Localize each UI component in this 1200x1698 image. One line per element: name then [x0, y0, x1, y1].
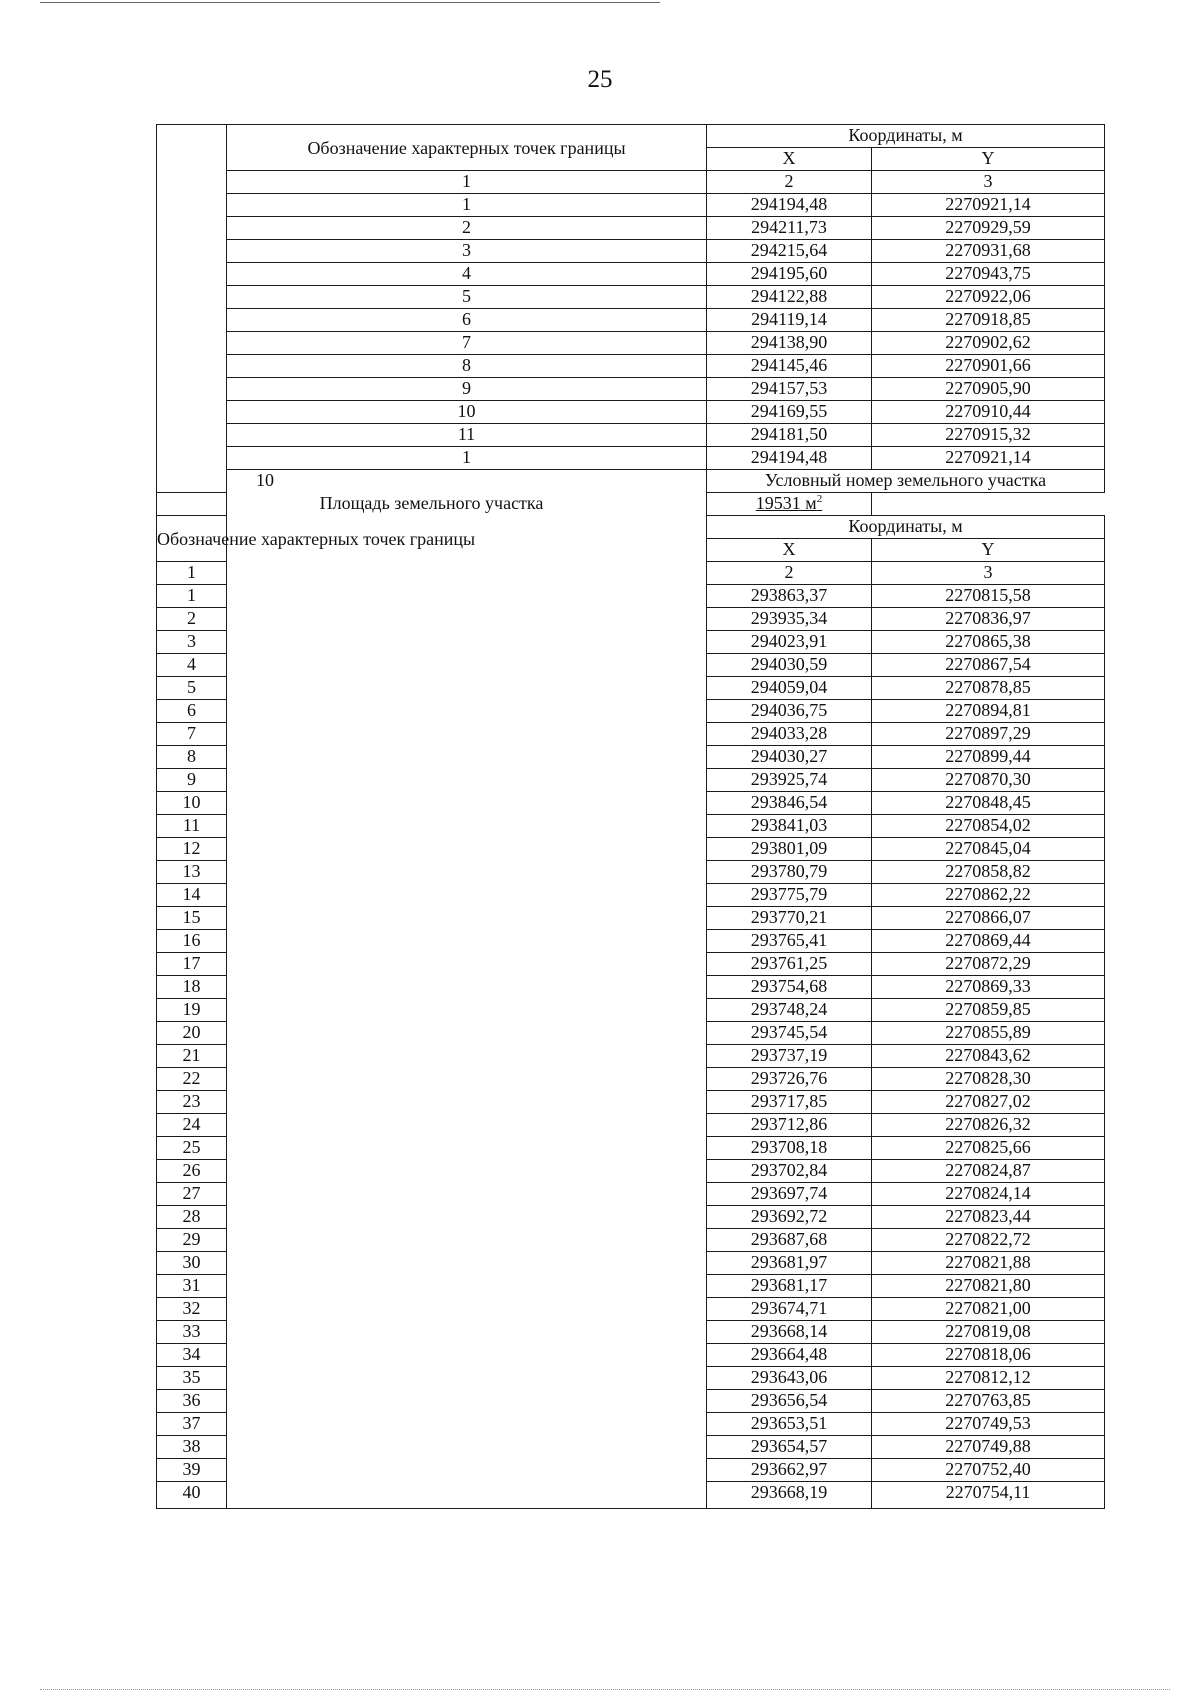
x-value: 293745,54	[707, 1022, 872, 1045]
table-row	[157, 378, 1105, 401]
x-value: 294119,14	[707, 309, 872, 332]
point-number: 19	[157, 999, 227, 1022]
x-value: 293761,25	[707, 953, 872, 976]
y-value: 2270749,53	[872, 1413, 1105, 1436]
point-number: 6	[227, 309, 707, 332]
point-number: 35	[157, 1367, 227, 1390]
y-value: 2270819,08	[872, 1321, 1105, 1344]
table-row	[157, 194, 1105, 217]
point-number: 4	[157, 654, 227, 677]
y-header: Y	[872, 148, 1105, 171]
y-value: 2270929,59	[872, 217, 1105, 240]
x-value: 294194,48	[707, 194, 872, 217]
column-number: 1	[227, 171, 707, 194]
y-value: 2270862,22	[872, 884, 1105, 907]
x-value: 293765,41	[707, 930, 872, 953]
point-number: 11	[157, 815, 227, 838]
point-number: 2	[227, 217, 707, 240]
x-value: 293702,84	[707, 1160, 872, 1183]
point-number: 14	[157, 884, 227, 907]
y-value: 2270865,38	[872, 631, 1105, 654]
x-value: 293681,97	[707, 1252, 872, 1275]
x-header: X	[707, 539, 872, 562]
y-value: 2270897,29	[872, 723, 1105, 746]
x-value: 293692,72	[707, 1206, 872, 1229]
cadastral-label: Условный номер земельного участка	[707, 470, 1105, 493]
x-value: 294194,48	[707, 447, 872, 470]
x-value: 293717,85	[707, 1091, 872, 1114]
y-value: 2270922,06	[872, 286, 1105, 309]
x-value: 293654,57	[707, 1436, 872, 1459]
y-value: 2270899,44	[872, 746, 1105, 769]
point-number: 10	[157, 792, 227, 815]
point-number: 7	[227, 332, 707, 355]
point-number: 15	[157, 907, 227, 930]
y-value: 2270825,66	[872, 1137, 1105, 1160]
point-number: 33	[157, 1321, 227, 1344]
x-value: 293748,24	[707, 999, 872, 1022]
y-value: 2270859,85	[872, 999, 1105, 1022]
x-value: 294169,55	[707, 401, 872, 424]
x-value: 294030,59	[707, 654, 872, 677]
y-value: 2270818,06	[872, 1344, 1105, 1367]
x-value: 293662,97	[707, 1459, 872, 1482]
point-number: 4	[227, 263, 707, 286]
y-value: 2270821,00	[872, 1298, 1105, 1321]
y-value: 2270843,62	[872, 1045, 1105, 1068]
point-number: 16	[157, 930, 227, 953]
area-number: 19531 м	[755, 493, 817, 513]
point-number: 17	[157, 953, 227, 976]
x-value: 294211,73	[707, 217, 872, 240]
x-value: 293674,71	[707, 1298, 872, 1321]
point-number: 22	[157, 1068, 227, 1091]
x-value: 294036,75	[707, 700, 872, 723]
x-value: 293681,17	[707, 1275, 872, 1298]
point-number: 25	[157, 1137, 227, 1160]
x-value: 294138,90	[707, 332, 872, 355]
point-number: 31	[157, 1275, 227, 1298]
y-value: 2270827,02	[872, 1091, 1105, 1114]
column-number: 2	[707, 171, 872, 194]
point-number: 13	[157, 861, 227, 884]
x-value: 293846,54	[707, 792, 872, 815]
points-header: Обозначение характерных точек границы	[157, 516, 227, 562]
x-value: 293687,68	[707, 1229, 872, 1252]
point-number: 29	[157, 1229, 227, 1252]
point-number: 10	[227, 401, 707, 424]
x-value: 294145,46	[707, 355, 872, 378]
cadastral-row	[157, 470, 1105, 493]
point-number: 5	[227, 286, 707, 309]
table-row	[157, 309, 1105, 332]
point-number: 3	[227, 240, 707, 263]
point-number: 2	[157, 608, 227, 631]
page-number: 25	[587, 66, 613, 93]
y-value: 2270866,07	[872, 907, 1105, 930]
y-value: 2270943,75	[872, 263, 1105, 286]
point-number: 3	[157, 631, 227, 654]
top-rule	[40, 2, 660, 3]
y-value: 2270915,32	[872, 424, 1105, 447]
y-value: 2270812,12	[872, 1367, 1105, 1390]
point-number: 28	[157, 1206, 227, 1229]
point-number: 1	[227, 447, 707, 470]
x-value: 293863,37	[707, 585, 872, 608]
point-number: 36	[157, 1390, 227, 1413]
y-value: 2270910,44	[872, 401, 1105, 424]
point-number: 5	[157, 677, 227, 700]
y-value: 2270754,11	[872, 1482, 1105, 1509]
y-value: 2270869,33	[872, 976, 1105, 999]
section-number-cell: 10	[227, 470, 707, 1509]
column-number: 3	[872, 562, 1105, 585]
table-row	[157, 263, 1105, 286]
table-row	[157, 447, 1105, 470]
point-number: 23	[157, 1091, 227, 1114]
area-value	[756, 493, 822, 513]
x-value: 294030,27	[707, 746, 872, 769]
table-row	[157, 424, 1105, 447]
y-value: 2270845,04	[872, 838, 1105, 861]
x-value: 294059,04	[707, 677, 872, 700]
y-value: 2270752,40	[872, 1459, 1105, 1482]
area-value-cell	[707, 493, 872, 516]
y-value: 2270763,85	[872, 1390, 1105, 1413]
points-header: Обозначение характерных точек границы	[227, 125, 707, 171]
y-value: 2270921,14	[872, 447, 1105, 470]
y-header: Y	[872, 539, 1105, 562]
point-number: 8	[227, 355, 707, 378]
y-value: 2270872,29	[872, 953, 1105, 976]
point-number: 24	[157, 1114, 227, 1137]
table-row	[157, 240, 1105, 263]
point-number: 6	[157, 700, 227, 723]
x-value: 293708,18	[707, 1137, 872, 1160]
point-number: 34	[157, 1344, 227, 1367]
x-value: 293801,09	[707, 838, 872, 861]
y-value: 2270821,88	[872, 1252, 1105, 1275]
point-number: 1	[227, 194, 707, 217]
y-value: 2270921,14	[872, 194, 1105, 217]
point-number: 7	[157, 723, 227, 746]
point-number: 39	[157, 1459, 227, 1482]
x-value: 294023,91	[707, 631, 872, 654]
y-value: 2270918,85	[872, 309, 1105, 332]
x-value: 294215,64	[707, 240, 872, 263]
y-value: 2270894,81	[872, 700, 1105, 723]
point-number: 32	[157, 1298, 227, 1321]
area-unit-superscript: 2	[816, 493, 823, 505]
table-row	[157, 401, 1105, 424]
y-value: 2270836,97	[872, 608, 1105, 631]
y-value: 2270905,90	[872, 378, 1105, 401]
x-value: 293925,74	[707, 769, 872, 792]
y-value: 2270902,62	[872, 332, 1105, 355]
coordinates-table	[156, 124, 1105, 1509]
column-number: 2	[707, 562, 872, 585]
x-value: 293754,68	[707, 976, 872, 999]
x-value: 293664,48	[707, 1344, 872, 1367]
column-number-row	[157, 171, 1105, 194]
x-value: 293712,86	[707, 1114, 872, 1137]
point-number: 40	[157, 1482, 227, 1509]
column-number: 3	[872, 171, 1105, 194]
y-value: 2270870,30	[872, 769, 1105, 792]
point-number: 8	[157, 746, 227, 769]
point-number: 1	[157, 585, 227, 608]
table-row	[157, 217, 1105, 240]
coords-header: Координаты, м	[707, 516, 1105, 539]
table-row	[157, 355, 1105, 378]
x-value: 294181,50	[707, 424, 872, 447]
x-value: 293726,76	[707, 1068, 872, 1091]
y-value: 2270869,44	[872, 930, 1105, 953]
x-value: 293737,19	[707, 1045, 872, 1068]
x-value: 293668,19	[707, 1482, 872, 1509]
bottom-rule	[40, 1689, 1170, 1690]
point-number: 21	[157, 1045, 227, 1068]
y-value: 2270749,88	[872, 1436, 1105, 1459]
point-number: 9	[227, 378, 707, 401]
point-number: 27	[157, 1183, 227, 1206]
section-number-cell	[157, 125, 227, 493]
area-row	[157, 493, 1105, 516]
column-number: 1	[157, 562, 227, 585]
point-number: 37	[157, 1413, 227, 1436]
point-number: 20	[157, 1022, 227, 1045]
point-number: 26	[157, 1160, 227, 1183]
header-row	[157, 125, 1105, 148]
x-value: 293770,21	[707, 907, 872, 930]
y-value: 2270823,44	[872, 1206, 1105, 1229]
x-value: 294122,88	[707, 286, 872, 309]
x-value: 293841,03	[707, 815, 872, 838]
x-value: 294195,60	[707, 263, 872, 286]
y-value: 2270815,58	[872, 585, 1105, 608]
coords-header: Координаты, м	[707, 125, 1105, 148]
point-number: 9	[157, 769, 227, 792]
y-value: 2270867,54	[872, 654, 1105, 677]
y-value: 2270824,14	[872, 1183, 1105, 1206]
x-value: 293780,79	[707, 861, 872, 884]
point-number: 11	[227, 424, 707, 447]
point-number: 38	[157, 1436, 227, 1459]
x-value: 293653,51	[707, 1413, 872, 1436]
x-value: 293775,79	[707, 884, 872, 907]
x-value: 294033,28	[707, 723, 872, 746]
x-value: 293656,54	[707, 1390, 872, 1413]
y-value: 2270854,02	[872, 815, 1105, 838]
area-label: Площадь земельного участка	[157, 493, 707, 516]
point-number: 30	[157, 1252, 227, 1275]
y-value: 2270848,45	[872, 792, 1105, 815]
y-value: 2270858,82	[872, 861, 1105, 884]
y-value: 2270855,89	[872, 1022, 1105, 1045]
x-value: 293668,14	[707, 1321, 872, 1344]
x-value: 293697,74	[707, 1183, 872, 1206]
table-row	[157, 332, 1105, 355]
y-value: 2270826,32	[872, 1114, 1105, 1137]
y-value: 2270931,68	[872, 240, 1105, 263]
point-number: 12	[157, 838, 227, 861]
y-value: 2270878,85	[872, 677, 1105, 700]
y-value: 2270828,30	[872, 1068, 1105, 1091]
y-value: 2270824,87	[872, 1160, 1105, 1183]
y-value: 2270821,80	[872, 1275, 1105, 1298]
y-value: 2270822,72	[872, 1229, 1105, 1252]
x-value: 293643,06	[707, 1367, 872, 1390]
table-row	[157, 286, 1105, 309]
x-value: 294157,53	[707, 378, 872, 401]
point-number: 18	[157, 976, 227, 999]
x-header: X	[707, 148, 872, 171]
y-value: 2270901,66	[872, 355, 1105, 378]
x-value: 293935,34	[707, 608, 872, 631]
